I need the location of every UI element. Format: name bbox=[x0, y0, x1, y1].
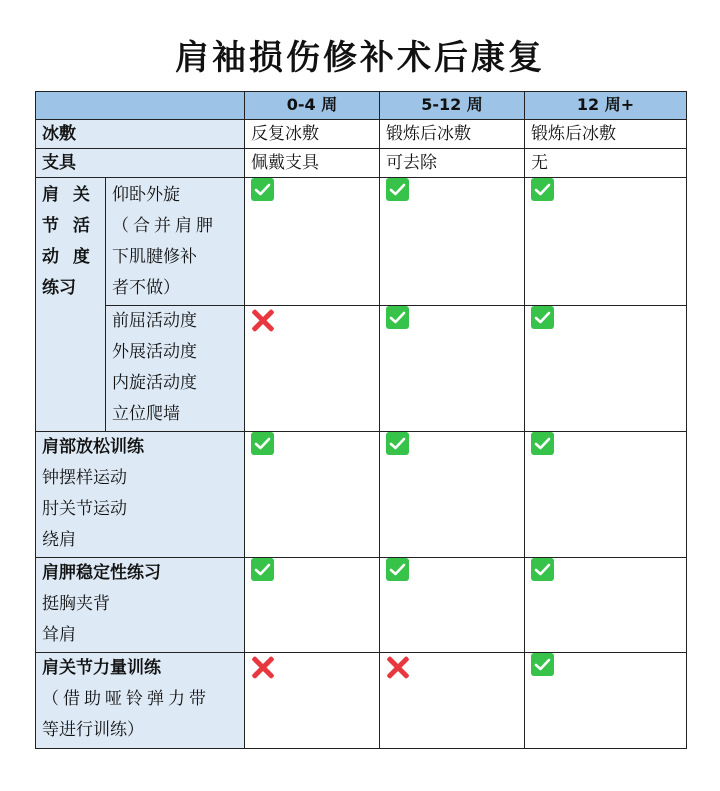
check-icon bbox=[386, 432, 409, 455]
cell-scap-12plus bbox=[525, 558, 687, 653]
cell-strength-0-4 bbox=[245, 653, 380, 749]
rom-group-line-1: 肩 关 bbox=[42, 185, 94, 205]
relax-line-2: 肘关节运动 bbox=[42, 499, 127, 519]
cell-strength-12plus bbox=[525, 653, 687, 749]
rom-sub2-line-2: 外展活动度 bbox=[112, 342, 197, 362]
relax-line-1: 钟摆样运动 bbox=[42, 468, 127, 488]
header-col-0-4: 0-4 周 bbox=[245, 92, 380, 120]
check-icon bbox=[251, 178, 274, 201]
cell-rom2-12plus bbox=[525, 306, 687, 432]
cross-icon bbox=[386, 656, 410, 680]
header-col-12plus: 12 周+ bbox=[525, 92, 687, 120]
scap-line-1: 挺胸夹背 bbox=[42, 594, 110, 614]
cell-ice-5-12: 锻炼后冰敷 bbox=[380, 120, 525, 149]
cell-ice-0-4: 反复冰敷 bbox=[245, 120, 380, 149]
page-title: 肩袖损伤修补术后康复 bbox=[175, 38, 545, 78]
cell-rom1-0-4 bbox=[245, 178, 380, 306]
cell-strength-5-12 bbox=[380, 653, 525, 749]
table-row-ice bbox=[36, 120, 687, 149]
cell-rom2-5-12 bbox=[380, 306, 525, 432]
row-label-rom-sub1 bbox=[106, 178, 245, 306]
check-icon bbox=[251, 558, 274, 581]
cell-brace-5-12: 可去除 bbox=[380, 149, 525, 178]
rehab-table bbox=[35, 91, 687, 749]
row-label-rom-group bbox=[36, 178, 106, 432]
cross-icon bbox=[251, 309, 275, 333]
cell-brace-0-4: 佩戴支具 bbox=[245, 149, 380, 178]
header-row bbox=[36, 92, 687, 120]
check-icon bbox=[531, 432, 554, 455]
cell-rom1-5-12 bbox=[380, 178, 525, 306]
check-icon bbox=[386, 306, 409, 329]
rom-sub2-line-1: 前屈活动度 bbox=[112, 311, 197, 331]
check-icon bbox=[531, 306, 554, 329]
cell-ice-12plus: 锻炼后冰敷 bbox=[525, 120, 687, 149]
rom-sub1-line-4: 者不做） bbox=[112, 278, 180, 298]
row-label-strength bbox=[36, 653, 245, 749]
rom-sub2-line-3: 内旋活动度 bbox=[112, 373, 197, 393]
table-row-rom-2 bbox=[36, 306, 687, 432]
strength-line-1: （借助哑铃弹力带 bbox=[42, 689, 210, 709]
check-icon bbox=[531, 558, 554, 581]
check-icon bbox=[251, 432, 274, 455]
row-label-scap bbox=[36, 558, 245, 653]
strength-line-2: 等进行训练） bbox=[42, 720, 144, 740]
table-row-rom-1 bbox=[36, 178, 687, 306]
strength-heading: 肩关节力量训练 bbox=[42, 658, 161, 678]
cell-scap-0-4 bbox=[245, 558, 380, 653]
relax-heading: 肩部放松训练 bbox=[42, 437, 144, 457]
cell-brace-12plus: 无 bbox=[525, 149, 687, 178]
row-label-ice: 冰敷 bbox=[36, 120, 245, 149]
row-label-brace: 支具 bbox=[36, 149, 245, 178]
scap-line-2: 耸肩 bbox=[42, 625, 76, 645]
cell-relax-5-12 bbox=[380, 432, 525, 558]
row-label-rom-sub2 bbox=[106, 306, 245, 432]
check-icon bbox=[531, 653, 554, 676]
cell-rom1-12plus bbox=[525, 178, 687, 306]
table-row-scap bbox=[36, 558, 687, 653]
row-label-relax bbox=[36, 432, 245, 558]
rom-group-line-4: 练习 bbox=[42, 278, 76, 298]
rom-sub1-line-2: （合并肩胛 bbox=[112, 216, 217, 236]
table-row-relax bbox=[36, 432, 687, 558]
cell-rom2-0-4 bbox=[245, 306, 380, 432]
check-icon bbox=[386, 178, 409, 201]
table-row-brace bbox=[36, 149, 687, 178]
rom-sub1-line-3: 下肌腱修补 bbox=[112, 247, 197, 267]
table-row-strength bbox=[36, 653, 687, 749]
cell-relax-0-4 bbox=[245, 432, 380, 558]
relax-line-3: 绕肩 bbox=[42, 530, 76, 550]
rom-sub1-line-1: 仰卧外旋 bbox=[112, 185, 180, 205]
scap-heading: 肩胛稳定性练习 bbox=[42, 563, 161, 583]
check-icon bbox=[386, 558, 409, 581]
check-icon bbox=[531, 178, 554, 201]
header-blank bbox=[36, 92, 245, 120]
rom-group-line-2: 节 活 bbox=[42, 216, 94, 236]
cell-scap-5-12 bbox=[380, 558, 525, 653]
cell-relax-12plus bbox=[525, 432, 687, 558]
header-col-5-12: 5-12 周 bbox=[380, 92, 525, 120]
cross-icon bbox=[251, 656, 275, 680]
rom-sub2-line-4: 立位爬墙 bbox=[112, 404, 180, 424]
rom-group-line-3: 动 度 bbox=[42, 247, 94, 267]
